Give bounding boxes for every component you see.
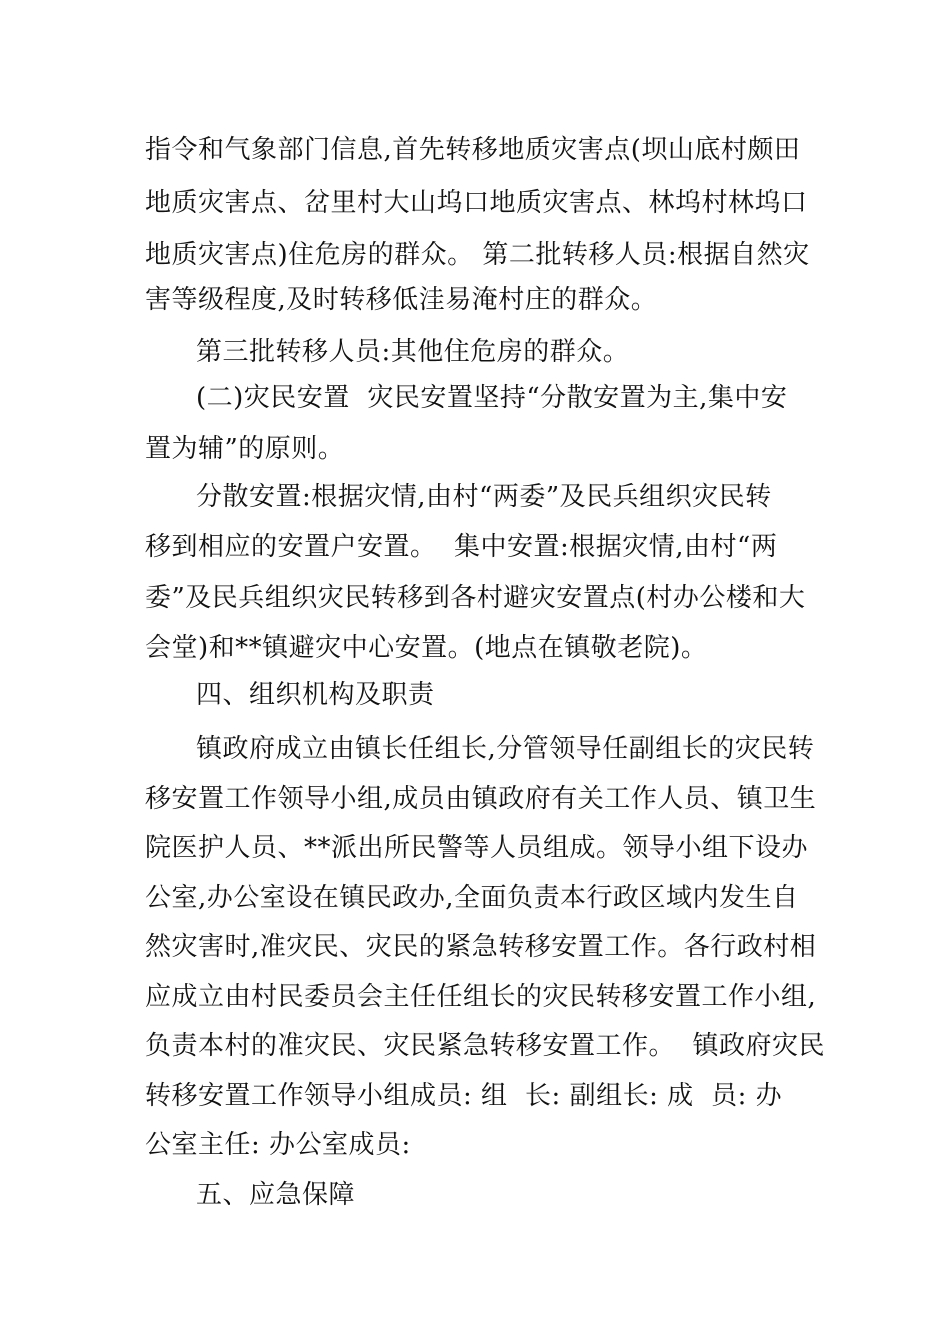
- paragraph-line: 然灾害时,准灾民、灾民的紧急转移安置工作。各行政村相: [145, 932, 817, 962]
- paragraph-line: 地质灾害点、岔里村大山坞口地质灾害点、林坞村林坞口: [145, 188, 808, 218]
- paragraph-line: 委”及民兵组织灾民转移到各村避灾安置点(村办公楼和大: [145, 583, 806, 613]
- paragraph-line: 转移安置工作领导小组成员: 组 长: 副组长: 成 员: 办: [145, 1081, 783, 1111]
- section-heading: 四、组织机构及职责: [196, 680, 435, 710]
- paragraph-line: 移到相应的安置户安置。 集中安置:根据灾情,由村“两: [145, 532, 778, 562]
- paragraph-line: 镇政府成立由镇长任组长,分管领导任副组长的灾民转: [196, 734, 815, 764]
- paragraph-line: 公室,办公室设在镇民政办,全面负责本行政区域内发生自: [145, 883, 799, 913]
- paragraph-line: 应成立由村民委员会主任任组长的灾民转移安置工作小组,: [145, 982, 817, 1012]
- section-heading: 五、应急保障: [196, 1180, 356, 1210]
- paragraph-line: 会堂)和**镇避灾中心安置。(地点在镇敬老院)。: [145, 633, 708, 663]
- paragraph-line: (二)灾民安置 灾民安置坚持“分散安置为主,集中安: [196, 383, 788, 413]
- paragraph-line: 害等级程度,及时转移低洼易淹村庄的群众。: [145, 285, 658, 315]
- paragraph-line: 置为辅”的原则。: [145, 434, 345, 464]
- paragraph-line: 公室主任: 办公室成员:: [145, 1130, 411, 1160]
- paragraph-line: 分散安置:根据灾情,由村“两委”及民兵组织灾民转: [196, 482, 772, 512]
- paragraph-line: 移安置工作领导小组,成员由镇政府有关工作人员、镇卫生: [145, 784, 817, 814]
- paragraph-line: 负责本村的准灾民、灾民紧急转移安置工作。 镇政府灾民: [145, 1031, 826, 1061]
- paragraph-line: 地质灾害点)住危房的群众。 第二批转移人员:根据自然灾: [145, 240, 810, 270]
- paragraph-line: 指令和气象部门信息,首先转移地质灾害点(坝山底村颇田: [145, 135, 801, 165]
- paragraph-line: 第三批转移人员:其他住危房的群众。: [196, 337, 630, 367]
- paragraph-line: 院医护人员、**派出所民警等人员组成。领导小组下设办: [145, 833, 809, 863]
